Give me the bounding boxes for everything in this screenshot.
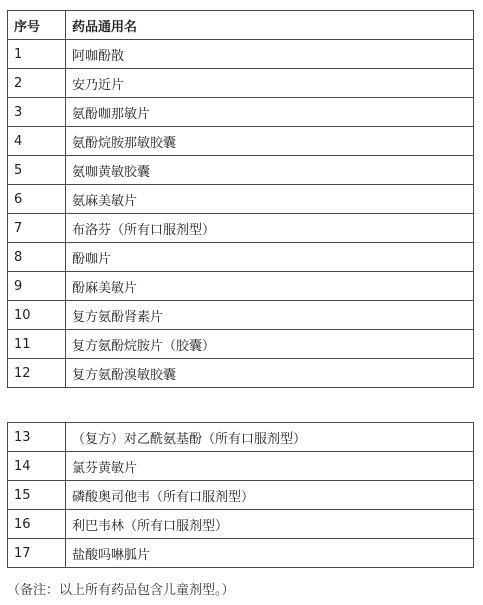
serial-number-cell: 13	[8, 423, 66, 452]
drug-name-cell: 氨酚烷胺那敏胶囊	[66, 127, 474, 156]
serial-number-cell: 7	[8, 214, 66, 243]
table-row	[8, 40, 474, 69]
header-serial-number: 序号	[8, 11, 66, 40]
drug-name-cell: 磷酸奥司他韦（所有口服剂型）	[66, 481, 474, 510]
serial-number-cell: 10	[8, 301, 66, 330]
serial-number-cell: 5	[8, 156, 66, 185]
drug-name-cell: （复方）对乙酰氨基酚（所有口服剂型）	[66, 423, 474, 452]
table-row	[8, 185, 474, 214]
serial-number-cell: 15	[8, 481, 66, 510]
drug-name-cell: 酚麻美敏片	[66, 272, 474, 301]
serial-number-cell: 17	[8, 539, 66, 568]
drug-name-cell: 氨酚咖那敏片	[66, 98, 474, 127]
serial-number-cell: 11	[8, 330, 66, 359]
drug-name-cell: 复方氨酚肾素片	[66, 301, 474, 330]
drug-table-part-2	[7, 422, 474, 568]
table-row	[8, 98, 474, 127]
drug-table-part-1	[7, 10, 474, 388]
serial-number-cell: 1	[8, 40, 66, 69]
drug-name-cell: 阿咖酚散	[66, 40, 474, 69]
serial-number-cell: 16	[8, 510, 66, 539]
serial-number-cell: 3	[8, 98, 66, 127]
serial-number-cell: 2	[8, 69, 66, 98]
table-row	[8, 272, 474, 301]
drug-name-cell: 利巴韦林（所有口服剂型）	[66, 510, 474, 539]
drug-name-cell: 氨麻美敏片	[66, 185, 474, 214]
table-row	[8, 452, 474, 481]
footnote: （备注：以上所有药品包含儿童剂型。）	[7, 583, 235, 598]
table-row	[8, 359, 474, 388]
drug-name-cell: 盐酸吗啉胍片	[66, 539, 474, 568]
drug-name-cell: 复方氨酚烷胺片（胶囊）	[66, 330, 474, 359]
drug-name-cell: 布洛芬（所有口服剂型）	[66, 214, 474, 243]
drug-name-cell: 安乃近片	[66, 69, 474, 98]
table-header-row	[8, 11, 474, 40]
table-row	[8, 423, 474, 452]
table-row	[8, 510, 474, 539]
table-row	[8, 539, 474, 568]
table-row	[8, 301, 474, 330]
serial-number-cell: 9	[8, 272, 66, 301]
header-drug-name: 药品通用名	[66, 11, 474, 40]
table-row	[8, 156, 474, 185]
serial-number-cell: 14	[8, 452, 66, 481]
serial-number-cell: 6	[8, 185, 66, 214]
table-row	[8, 69, 474, 98]
table-row	[8, 214, 474, 243]
table-row	[8, 243, 474, 272]
table-row	[8, 481, 474, 510]
table-row	[8, 330, 474, 359]
drug-name-cell: 氯芬黄敏片	[66, 452, 474, 481]
drug-name-cell: 复方氨酚溴敏胶囊	[66, 359, 474, 388]
serial-number-cell: 12	[8, 359, 66, 388]
serial-number-cell: 8	[8, 243, 66, 272]
drug-name-cell: 酚咖片	[66, 243, 474, 272]
drug-name-cell: 氨咖黄敏胶囊	[66, 156, 474, 185]
serial-number-cell: 4	[8, 127, 66, 156]
table-row	[8, 127, 474, 156]
